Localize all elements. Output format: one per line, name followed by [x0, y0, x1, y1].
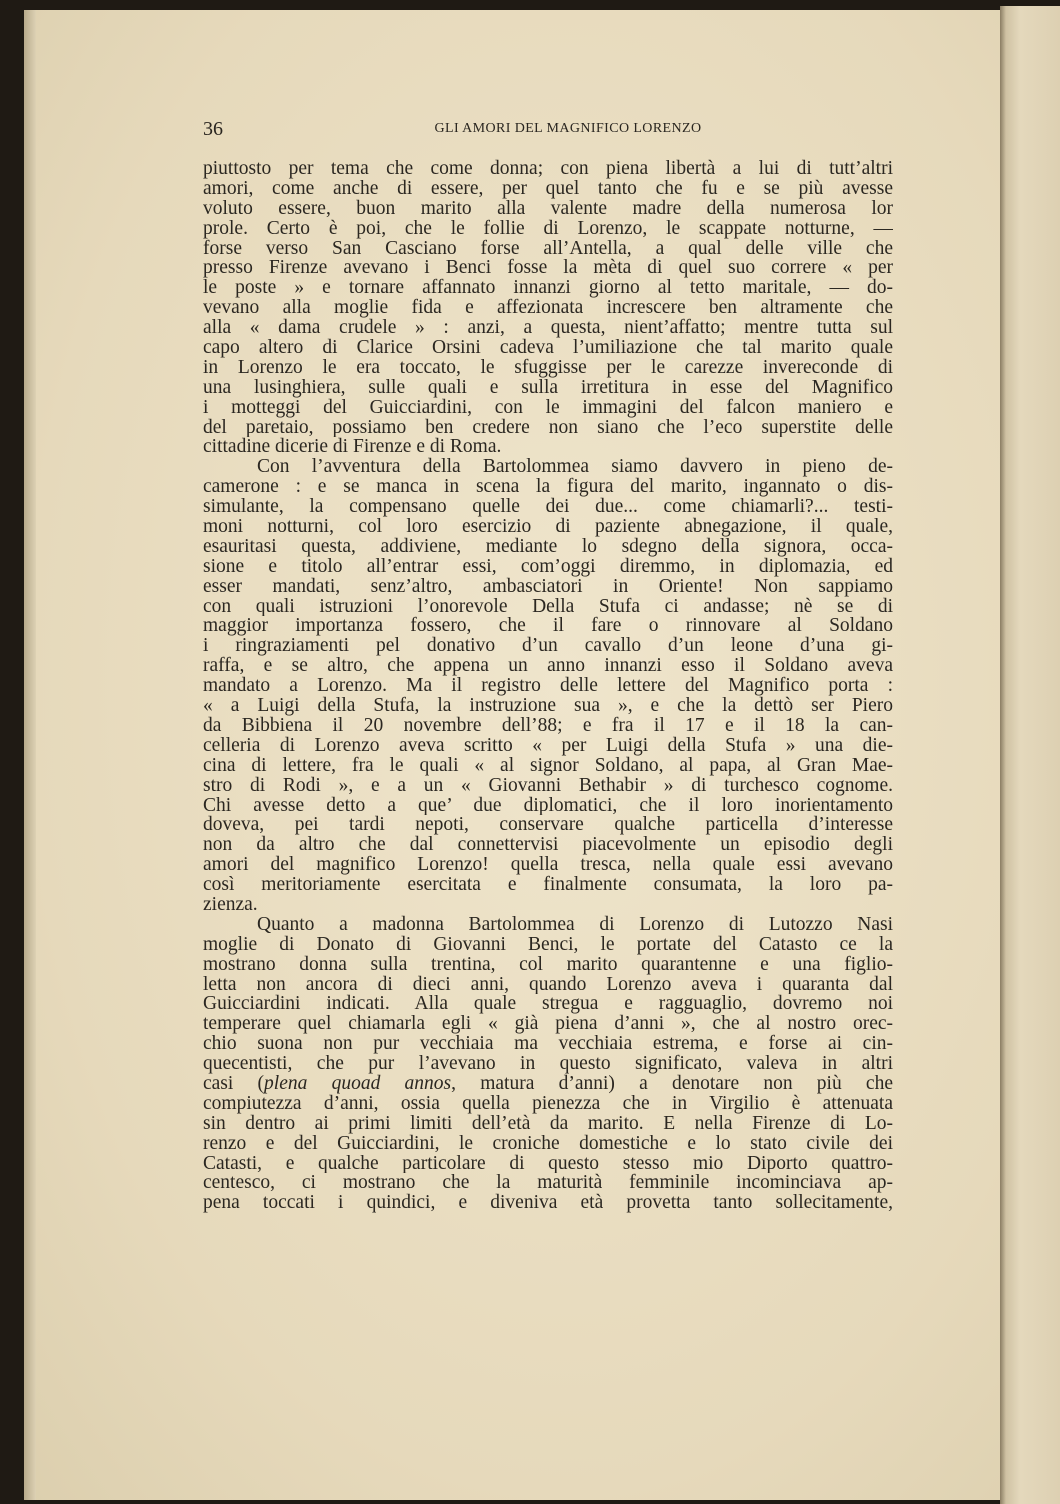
text-line: celleria di Lorenzo aveva scritto « per Luigi della Stufa » una die- [203, 735, 893, 756]
paragraph [203, 159, 893, 457]
paragraph [203, 457, 893, 914]
text-line: camerone : e se manca in scena la figura del marito, ingannato o dis- [203, 477, 893, 498]
text-line: maggior importanza fossero, che il fare o rinnovare al Soldano [203, 616, 893, 637]
text-line: Con l’avventura della Bartolommea siamo davvero in pieno de- [257, 457, 893, 478]
body-text [203, 159, 893, 1213]
page-number: 36 [203, 118, 223, 140]
text-line: raffa, e se altro, che appena un anno innanzi esso il Soldano aveva [203, 656, 893, 677]
text-line: le poste » e tornare affannato innanzi giorno al tetto maritale, — do- [203, 278, 893, 299]
text-line: esauritasi questa, addiviene, mediante lo sdegno della signora, occa- [203, 536, 893, 557]
text-segment: casi ( [203, 1073, 265, 1094]
text-line: capo altero di Clarice Orsini cadeva l’umiliazione che tal marito quale [203, 338, 893, 358]
text-line: esser mandati, senz’altro, ambasciatori in Oriente! Non sappiamo [203, 576, 893, 597]
text-line: mandato a Lorenzo. Ma il registro delle lettere del Magnifico porta : [203, 676, 893, 697]
text-line: pena toccati i quindici, e diveniva età provetta tanto sollecitamente, [203, 1193, 893, 1214]
facing-page-edge [1000, 6, 1060, 1504]
text-line: vevano alla moglie fida e affezionata increscere ben altramente che [203, 298, 893, 319]
text-line: così meritoriamente esercitata e finalmente consumata, la loro pa- [203, 875, 893, 895]
page-binding-edge [24, 10, 36, 1500]
paragraph [203, 915, 893, 1213]
text-line: cina di lettere, fra le quali « al signor Soldano, al papa, al Gran Mae- [203, 755, 893, 776]
text-line: « a Luigi della Stufa, la instruzione sua », e che la dettò ser Piero [203, 696, 893, 716]
text-line: stro di Rodi », e a un « Giovanni Bethabir » di turchesco cognome. [203, 775, 893, 796]
text-line: da Bibbiena il 20 novembre dell’88; e fra il 17 e il 18 la can- [203, 715, 893, 736]
text-line: moglie di Donato di Giovanni Benci, le portate del Catasto ce la [203, 934, 893, 955]
text-line: presso Firenze avevano i Benci fosse la mèta di quel suo correre « per [203, 258, 893, 279]
text-line: mostrano donna sulla trentina, col marito quarantenne e una figlio- [203, 954, 893, 975]
text-line: in Lorenzo le era toccato, le sfuggisse per le carezze invereconde di [203, 357, 893, 378]
text-line [203, 1074, 893, 1094]
text-line: compiutezza d’anni, ossia quella pienezza che in Virgilio è attenuata [203, 1093, 893, 1114]
text-line: una lusinghiera, sulle quali e sulla irretitura in esse del Magnifico [203, 377, 893, 398]
text-line: amori, come anche di essere, per quel tanto che fu e se più avesse [203, 178, 893, 199]
page-header [203, 118, 893, 140]
text-line: cittadine dicerie di Firenze e di Roma. [203, 437, 502, 458]
text-line: amori del magnifico Lorenzo! quella tresca, nella quale essi avevano [203, 855, 893, 876]
text-segment: , matura d’anni) a denotare non più che [451, 1073, 893, 1094]
text-line: alla « dama crudele » : anzi, a questa, nient’affatto; mentre tutta sul [203, 318, 893, 339]
text-line: chio suona non pur vecchiaia ma vecchiaia estrema, e forse ai cin- [203, 1034, 893, 1055]
running-title: GLI AMORI DEL MAGNIFICO LORENZO [434, 121, 702, 136]
text-line: forse verso San Casciano forse all’Antella, a qual delle ville che [203, 238, 893, 259]
text-line: voluto essere, buon marito alla valente madre della numerosa lor [203, 198, 893, 219]
text-line: del paretaio, possiamo ben credere non siano che l’eco superstite delle [203, 417, 893, 438]
text-line: sin dentro ai primi limiti dell’età da marito. E nella Firenze di Lo- [203, 1113, 893, 1134]
text-line: i ringraziamenti pel donativo d’un cavallo d’un leone d’una gi- [203, 636, 893, 657]
text-line: Chi avesse detto a que’ due diplomatici, che il loro inorientamento [203, 795, 893, 816]
text-line: Guicciardini indicati. Alla quale stregua e ragguaglio, dovremo noi [203, 994, 893, 1015]
text-line: prole. Certo è poi, che le follie di Lorenzo, le scappate notturne, — [203, 218, 893, 239]
text-line: con quali istruzioni l’onorevole Della Stufa ci andasse; nè se di [203, 596, 893, 617]
text-line: piuttosto per tema che come donna; con piena libertà a lui di tutt’altri [203, 159, 893, 179]
text-line: simulante, la compensano quelle dei due... come chiamarli?... testi- [203, 497, 893, 518]
text-line: temperare quel chiamarla egli « già piena d’anni », che al nostro orec- [203, 1014, 893, 1035]
text-line: moni notturni, col loro esercizio di paziente abnegazione, il quale, [203, 517, 893, 537]
text-line: zienza. [203, 894, 258, 915]
italic-phrase: plena quoad annos [264, 1073, 452, 1094]
text-line: Catasti, e qualche particolare di questo stesso mio Diporto quattro- [203, 1153, 893, 1174]
text-line: Quanto a madonna Bartolommea di Lorenzo di Lutozzo Nasi [257, 914, 893, 935]
text-line: renzo e del Guicciardini, le croniche domestiche e lo stato civile dei [203, 1133, 893, 1154]
text-line: centesco, ci mostrano che la maturità femminile incominciava ap- [203, 1173, 893, 1194]
text-line: doveva, pei tardi nepoti, conservare qualche particella d’interesse [203, 815, 893, 836]
text-line: quecentisti, che pur l’avevano in questo significato, valeva in altri [203, 1054, 893, 1074]
text-line: letta non ancora di dieci anni, quando Lorenzo aveva i quaranta dal [203, 974, 893, 995]
text-line: non da altro che dal connettervisi piacevolmente un episodio degli [203, 835, 893, 856]
text-line: i motteggi del Guicciardini, con le immagini del falcon maniero e [203, 397, 893, 418]
text-line: sione e titolo all’entrar essi, com’oggi diremmo, in diplomazia, ed [203, 556, 893, 577]
